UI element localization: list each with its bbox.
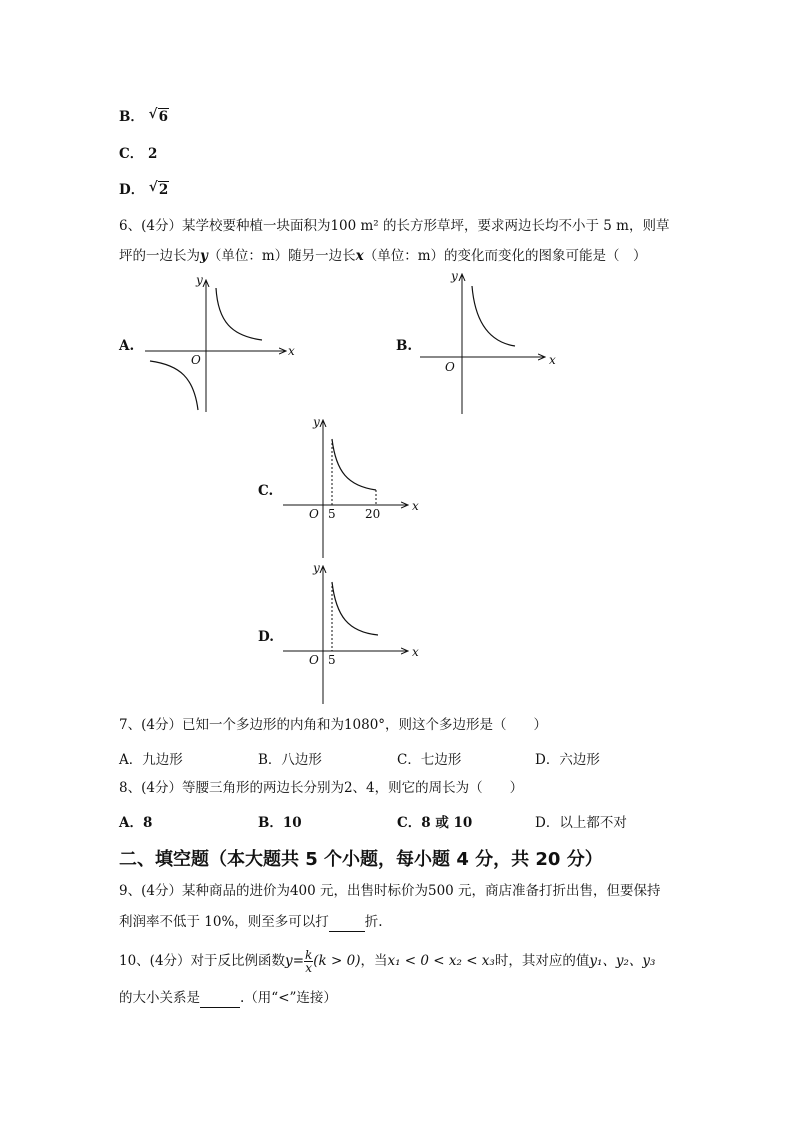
equals: =	[292, 953, 304, 969]
radicand: 6	[158, 109, 169, 125]
q10-stem-line2	[119, 988, 337, 1008]
origin-label: O	[309, 507, 319, 521]
x-axis-label: x	[412, 645, 419, 659]
q6-stem-line2	[119, 246, 647, 266]
x-axis-label: x	[288, 344, 295, 358]
tick-5-label: 5	[328, 653, 336, 667]
curve	[472, 286, 515, 346]
text: 坪的一边长为	[119, 248, 200, 264]
y-axis-label: y	[451, 269, 458, 283]
origin-label: O	[309, 653, 319, 667]
numerator: k	[305, 948, 313, 962]
denominator: x	[305, 961, 313, 975]
var-x: x	[355, 248, 364, 264]
curve-branch-2	[150, 361, 198, 410]
graph-c-label: C.	[258, 483, 274, 499]
graph-d	[278, 558, 428, 708]
tick-20-label: 20	[365, 507, 381, 521]
y-axis-label: y	[313, 415, 320, 429]
option-label: B．	[119, 109, 144, 125]
text: 时，其对应的值	[494, 953, 590, 969]
graph-a-label: A.	[119, 338, 135, 354]
q7-option-d: D．六边形	[535, 752, 600, 768]
q10-stem-line1	[119, 948, 655, 974]
q7-option-c: C．七边形	[397, 752, 462, 768]
q9-stem-line2	[119, 912, 383, 932]
graph-c	[278, 412, 428, 562]
var-y: y	[285, 953, 293, 969]
text: （单位：m）的变化而变化的图象可能是（ ）	[363, 248, 647, 264]
q7-stem: 7、(4分）已知一个多边形的内角和为1080°，则这个多边形是（ ）	[119, 717, 548, 733]
graph-b	[415, 266, 565, 418]
q8-stem: 8、(4分）等腰三角形的两边长分别为2、4，则它的周长为（ ）	[119, 780, 524, 796]
values: y₁、y₂、y₃	[589, 953, 656, 969]
q8-option-a: A．8	[119, 815, 153, 831]
x-axis-label: x	[549, 353, 556, 367]
graph-b-label: B.	[396, 338, 413, 354]
q5-option-b	[119, 107, 169, 127]
curve	[332, 439, 376, 490]
y-axis-label: y	[196, 273, 203, 287]
x-axis-label: x	[412, 499, 419, 513]
origin-label: O	[191, 353, 201, 367]
q6-stem-line1: 6、(4分）某学校要种植一块面积为100 m² 的长方形草坪，要求两边长均不小于 5 m，则草	[119, 218, 670, 234]
origin-label: O	[445, 360, 455, 374]
section-heading: 二、填空题（本大题共 5 个小题，每小题 4 分，共 20 分）	[119, 849, 603, 870]
option-value: 2	[147, 146, 158, 162]
text: （单位：m）随另一边长	[207, 248, 356, 264]
q8-option-d: D．以上都不对	[535, 815, 627, 831]
option-label: D．	[119, 182, 145, 198]
fraction	[304, 949, 313, 974]
q7-option-b: B．八边形	[258, 752, 322, 768]
q9-stem-line1: 9、(4分）某种商品的进价为400 元，出售时标价为500 元，商店准备打折出售，但要保持	[119, 883, 661, 899]
answer-blank	[329, 917, 365, 932]
answer-blank	[200, 993, 240, 1008]
q5-option-c	[119, 144, 157, 164]
q7-option-a: A．九边形	[119, 752, 183, 768]
text: ，当	[360, 953, 388, 969]
sqrt-expression: √ 6	[148, 106, 169, 125]
sqrt-expression: √ 2	[148, 179, 169, 198]
tick-5-label: 5	[328, 507, 336, 521]
option-label: C．	[119, 146, 144, 162]
condition: (k > 0)	[313, 953, 361, 969]
q8-option-c: C．8 或 10	[397, 815, 473, 831]
y-axis-label: y	[313, 561, 320, 575]
curve-branch-1	[216, 288, 262, 340]
text: 折.	[364, 914, 383, 930]
graph-d-label: D.	[258, 629, 274, 645]
graph-a	[140, 270, 310, 418]
text: 的大小关系是	[119, 990, 200, 1006]
inequality: x₁ < 0 < x₂ < x₃	[387, 953, 495, 969]
radicand: 2	[158, 182, 169, 198]
text: .（用“<”连接）	[240, 990, 337, 1006]
curve	[332, 582, 378, 635]
text: 10、(4分）对于反比例函数	[119, 953, 286, 969]
var-y: y	[200, 248, 208, 264]
q8-option-b: B．10	[258, 815, 302, 831]
q5-option-d	[119, 180, 169, 200]
text: 利润率不低于 10%，则至多可以打	[119, 914, 329, 930]
